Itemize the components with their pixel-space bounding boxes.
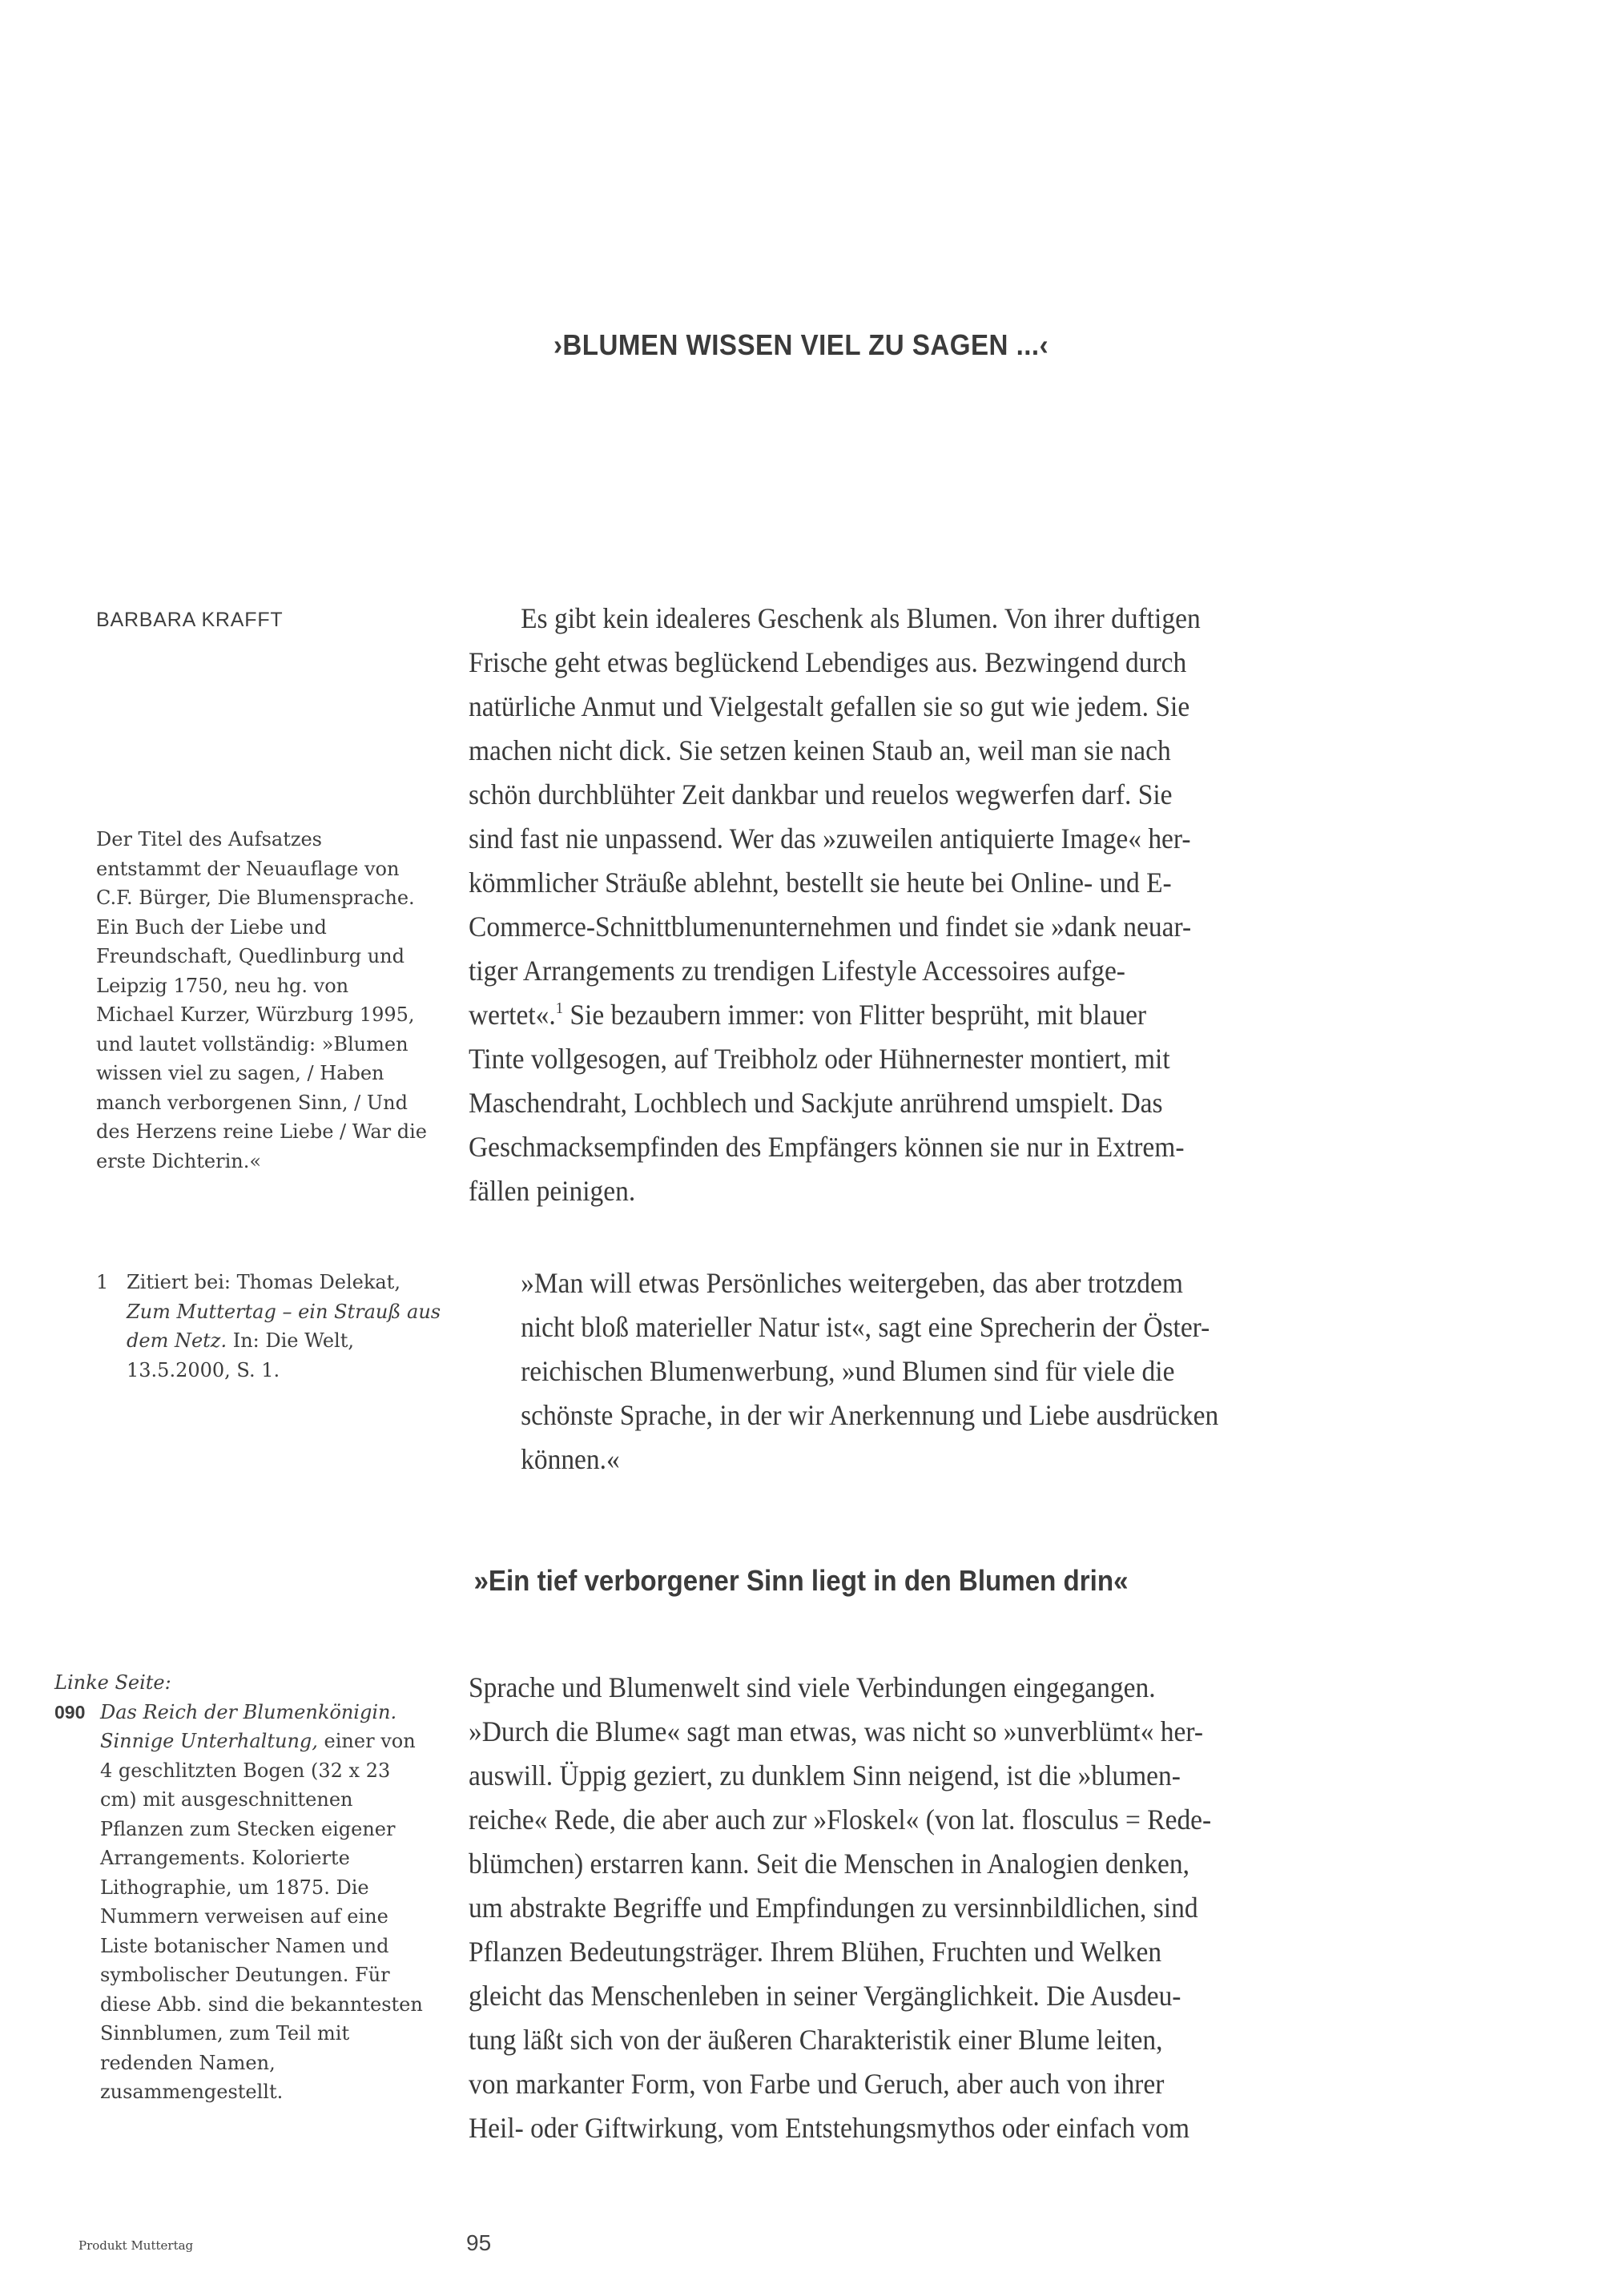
text-line: machen nicht dick. Sie setzen keinen Staub an, weil man sie nach	[469, 734, 1171, 766]
text-line: Commerce-Schnittblumenunternehmen und findet sie »dank neuar-	[469, 911, 1192, 943]
running-footer-title: Produkt Muttertag	[78, 2238, 194, 2253]
text-line: sind fast nie unpassend. Wer das »zuweilen antiquierte Image« her-	[469, 822, 1191, 854]
text-line: Geschmacksempfinden des Empfängers können sie nur in Extrem-	[469, 1131, 1185, 1163]
text-line-with-footnote	[469, 993, 1511, 1037]
text-line: kömmlicher Sträuße ablehnt, bestellt sie heute bei Online- und E-	[469, 867, 1172, 899]
footnote-text-before: Zitiert bei: Thomas Delekat,	[127, 1271, 400, 1293]
text-line: tiger Arrangements zu trendigen Lifestyle Accessoires aufge-	[469, 955, 1125, 987]
text-line: um abstrakte Begriffe und Empfindungen zu versinnbildlichen, sind	[469, 1892, 1198, 1924]
text-fragment: wertet«.	[469, 999, 556, 1031]
text-fragment: Sie bezaubern immer: von Flitter besprüht, mit blauer	[563, 999, 1147, 1031]
text-line: fällen peinigen.	[469, 1175, 636, 1207]
body-paragraph-1	[469, 597, 1511, 1213]
text-line: nicht bloß materieller Natur ist«, sagt eine Sprecherin der Öster-	[521, 1311, 1210, 1343]
page-number: 95	[466, 2230, 492, 2255]
text-line: schönste Sprache, in der wir Anerkennung und Liebe ausdrücken	[521, 1399, 1219, 1431]
footnote-number: 1	[96, 1271, 109, 1293]
sidenote-title-source: Der Titel des Aufsatzes entstammt der Neuauflage von C.F. Bürger, Die Blumensprache. Ein Buch der Liebe und Freundschaft, Quedlinburg und Leipzig 1750, neu hg. von Michael Kurzer, Würzburg 1995, und lautet vollständig: »Blumen wissen viel zu sagen, / Haben manch verborgenen Sinn, / Und des Herzens reine Liebe / War die erste Dichterin.«	[96, 828, 427, 1172]
author-name: BARBARA KRAFFT	[96, 609, 284, 631]
footnote-text-after: In: Die Welt, 13.5.2000, S. 1.	[127, 1329, 354, 1381]
text-line: Pflanzen Bedeutungsträger. Ihrem Blühen, Fruchten und Welken	[469, 1936, 1162, 1968]
caption-label: Linke Seite:	[54, 1671, 171, 1694]
text-line: schön durchblühter Zeit dankbar und reuelos wegwerfen darf. Sie	[469, 778, 1173, 810]
footnote-1	[96, 1268, 449, 1385]
caption-text: einer von 4 geschlitzten Bogen (32 x 23 cm) mit ausgeschnittenen Pflanzen zum Stecken eigener Arrangements. Kolorierte Lithographie, um 1875. Die Nummern verweisen auf eine Liste botanischer Namen und symbolischer Deutungen. Für diese Abb. sind die bekanntesten Sinnblumen, zum Teil mit redenden Namen, zusammengestellt.	[100, 1730, 423, 2103]
text-line: gleicht das Menschenleben in seiner Vergänglichkeit. Die Ausdeu-	[469, 1980, 1181, 2012]
text-line: Sprache und Blumenwelt sind viele Verbindungen eingegangen.	[469, 1671, 1156, 1703]
figure-caption	[54, 1668, 431, 2107]
text-line: tung läßt sich von der äußeren Charakteristik einer Blume leiten,	[469, 2024, 1163, 2056]
text-line: »Man will etwas Persönliches weitergeben, das aber trotzdem	[521, 1267, 1183, 1299]
page-title: ›BLUMEN WISSEN VIEL ZU SAGEN ...‹	[553, 328, 1049, 361]
text-line: Es gibt kein idealeres Geschenk als Blumen. Von ihrer duftigen	[521, 602, 1201, 634]
text-line: reichischen Blumenwerbung, »und Blumen sind für viele die	[521, 1355, 1175, 1387]
text-line: Tinte vollgesogen, auf Treibholz oder Hühnernester montiert, mit	[469, 1043, 1170, 1075]
text-line: Frische geht etwas beglückend Lebendiges aus. Bezwingend durch	[469, 646, 1187, 678]
text-line: blümchen) erstarren kann. Seit die Menschen in Analogien denken,	[469, 1848, 1189, 1880]
body-paragraph-2-quote	[469, 1261, 1511, 1482]
text-line: von markanter Form, von Farbe und Geruch, aber auch von ihrer	[469, 2068, 1165, 2100]
caption-italic-title: Das Reich der Blumenkönigin. Sinnige Unterhaltung,	[100, 1700, 397, 1752]
figure-number: 090	[54, 1701, 86, 1723]
footnote-reference[interactable]: 1	[555, 999, 564, 1017]
text-line: »Durch die Blume« sagt man etwas, was nicht so »unverblümt« her-	[469, 1715, 1204, 1747]
footnote-italic-title: Zum Muttertag – ein Strauß aus dem Netz.	[127, 1300, 441, 1352]
text-line: auswill. Üppig geziert, zu dunklem Sinn neigend, ist die »blumen-	[469, 1759, 1181, 1791]
text-line: reiche« Rede, die aber auch zur »Floskel« (von lat. flosculus = Rede-	[469, 1803, 1212, 1836]
text-line: können.«	[521, 1443, 620, 1475]
text-line: natürliche Anmut und Vielgestalt gefallen sie so gut wie jedem. Sie	[469, 690, 1190, 722]
body-paragraph-3	[469, 1666, 1511, 2150]
text-line: Maschendraht, Lochblech und Sackjute anrührend umspielt. Das	[469, 1087, 1163, 1119]
text-line: Heil- oder Giftwirkung, vom Entstehungsmythos oder einfach vom	[469, 2112, 1190, 2144]
section-subheading: »Ein tief verborgener Sinn liegt in den Blumen drin«	[473, 1564, 1129, 1597]
